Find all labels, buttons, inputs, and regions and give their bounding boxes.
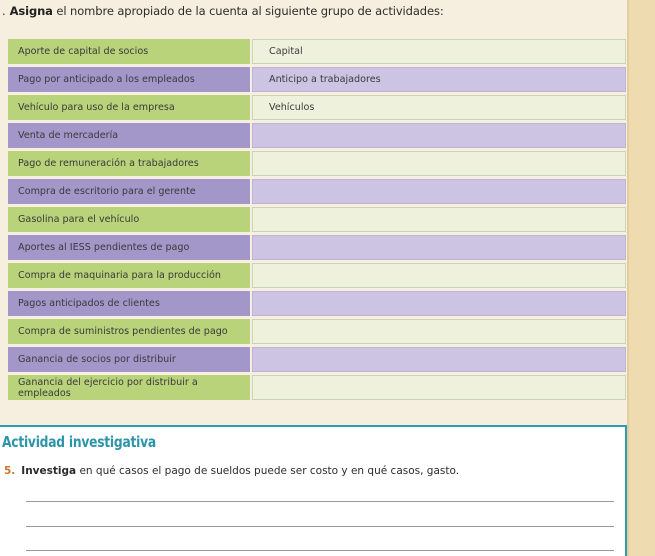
question-number: 5.	[4, 465, 16, 477]
question-strong: Investiga	[21, 465, 77, 477]
instruction-bullet: .	[2, 4, 6, 18]
account-answer-cell[interactable]	[252, 319, 626, 344]
account-answer-cell[interactable]	[252, 151, 626, 176]
activity-cell: Pago por anticipado a los empleados	[8, 67, 250, 92]
question-5	[4, 465, 459, 477]
account-answer-cell[interactable]	[252, 235, 626, 260]
table-row	[8, 39, 626, 64]
table-row	[8, 235, 626, 260]
activity-cell: Pagos anticipados de clientes	[8, 291, 250, 316]
table-row	[8, 291, 626, 316]
activity-cell: Compra de escritorio para el gerente	[8, 179, 250, 204]
activity-account-table	[8, 39, 626, 403]
table-row	[8, 319, 626, 344]
research-activity-section	[0, 425, 627, 556]
activity-cell: Gasolina para el vehículo	[8, 207, 250, 232]
answer-line-1[interactable]	[26, 501, 614, 502]
table-row	[8, 347, 626, 372]
activity-cell: Vehículo para uso de la empresa	[8, 95, 250, 120]
answer-line-3[interactable]	[26, 550, 614, 551]
answer-line-2[interactable]	[26, 526, 614, 527]
instruction-text	[2, 4, 444, 18]
account-answer-cell[interactable]: Capital	[252, 39, 626, 64]
table-row	[8, 151, 626, 176]
instruction-rest: el nombre apropiado de la cuenta al siguiente grupo de actividades:	[52, 4, 444, 18]
activity-cell: Ganancia de socios por distribuir	[8, 347, 250, 372]
activity-cell: Compra de suministros pendientes de pago	[8, 319, 250, 344]
table-row	[8, 67, 626, 92]
table-row	[8, 207, 626, 232]
table-row	[8, 95, 626, 120]
activity-cell: Ganancia del ejercicio por distribuir a empleados	[8, 375, 250, 400]
account-answer-cell[interactable]	[252, 291, 626, 316]
table-row	[8, 263, 626, 288]
page-edge-stripe	[629, 0, 655, 556]
question-rest: en qué casos el pago de sueldos puede ser costo y en qué casos, gasto.	[76, 465, 460, 477]
table-row	[8, 179, 626, 204]
account-answer-cell[interactable]	[252, 179, 626, 204]
section-title: Actividad investigativa	[2, 433, 156, 451]
account-answer-cell[interactable]	[252, 263, 626, 288]
activity-cell: Pago de remuneración a trabajadores	[8, 151, 250, 176]
activity-cell: Aporte de capital de socios	[8, 39, 250, 64]
account-answer-cell[interactable]	[252, 123, 626, 148]
activity-cell: Compra de maquinaria para la producción	[8, 263, 250, 288]
account-answer-cell[interactable]: Anticipo a trabajadores	[252, 67, 626, 92]
table-row	[8, 375, 626, 400]
instruction-strong: Asigna	[9, 4, 53, 18]
table-row	[8, 123, 626, 148]
account-answer-cell[interactable]	[252, 207, 626, 232]
account-answer-cell[interactable]	[252, 347, 626, 372]
account-answer-cell[interactable]	[252, 375, 626, 400]
activity-cell: Aportes al IESS pendientes de pago	[8, 235, 250, 260]
account-answer-cell[interactable]: Vehículos	[252, 95, 626, 120]
activity-cell: Venta de mercadería	[8, 123, 250, 148]
